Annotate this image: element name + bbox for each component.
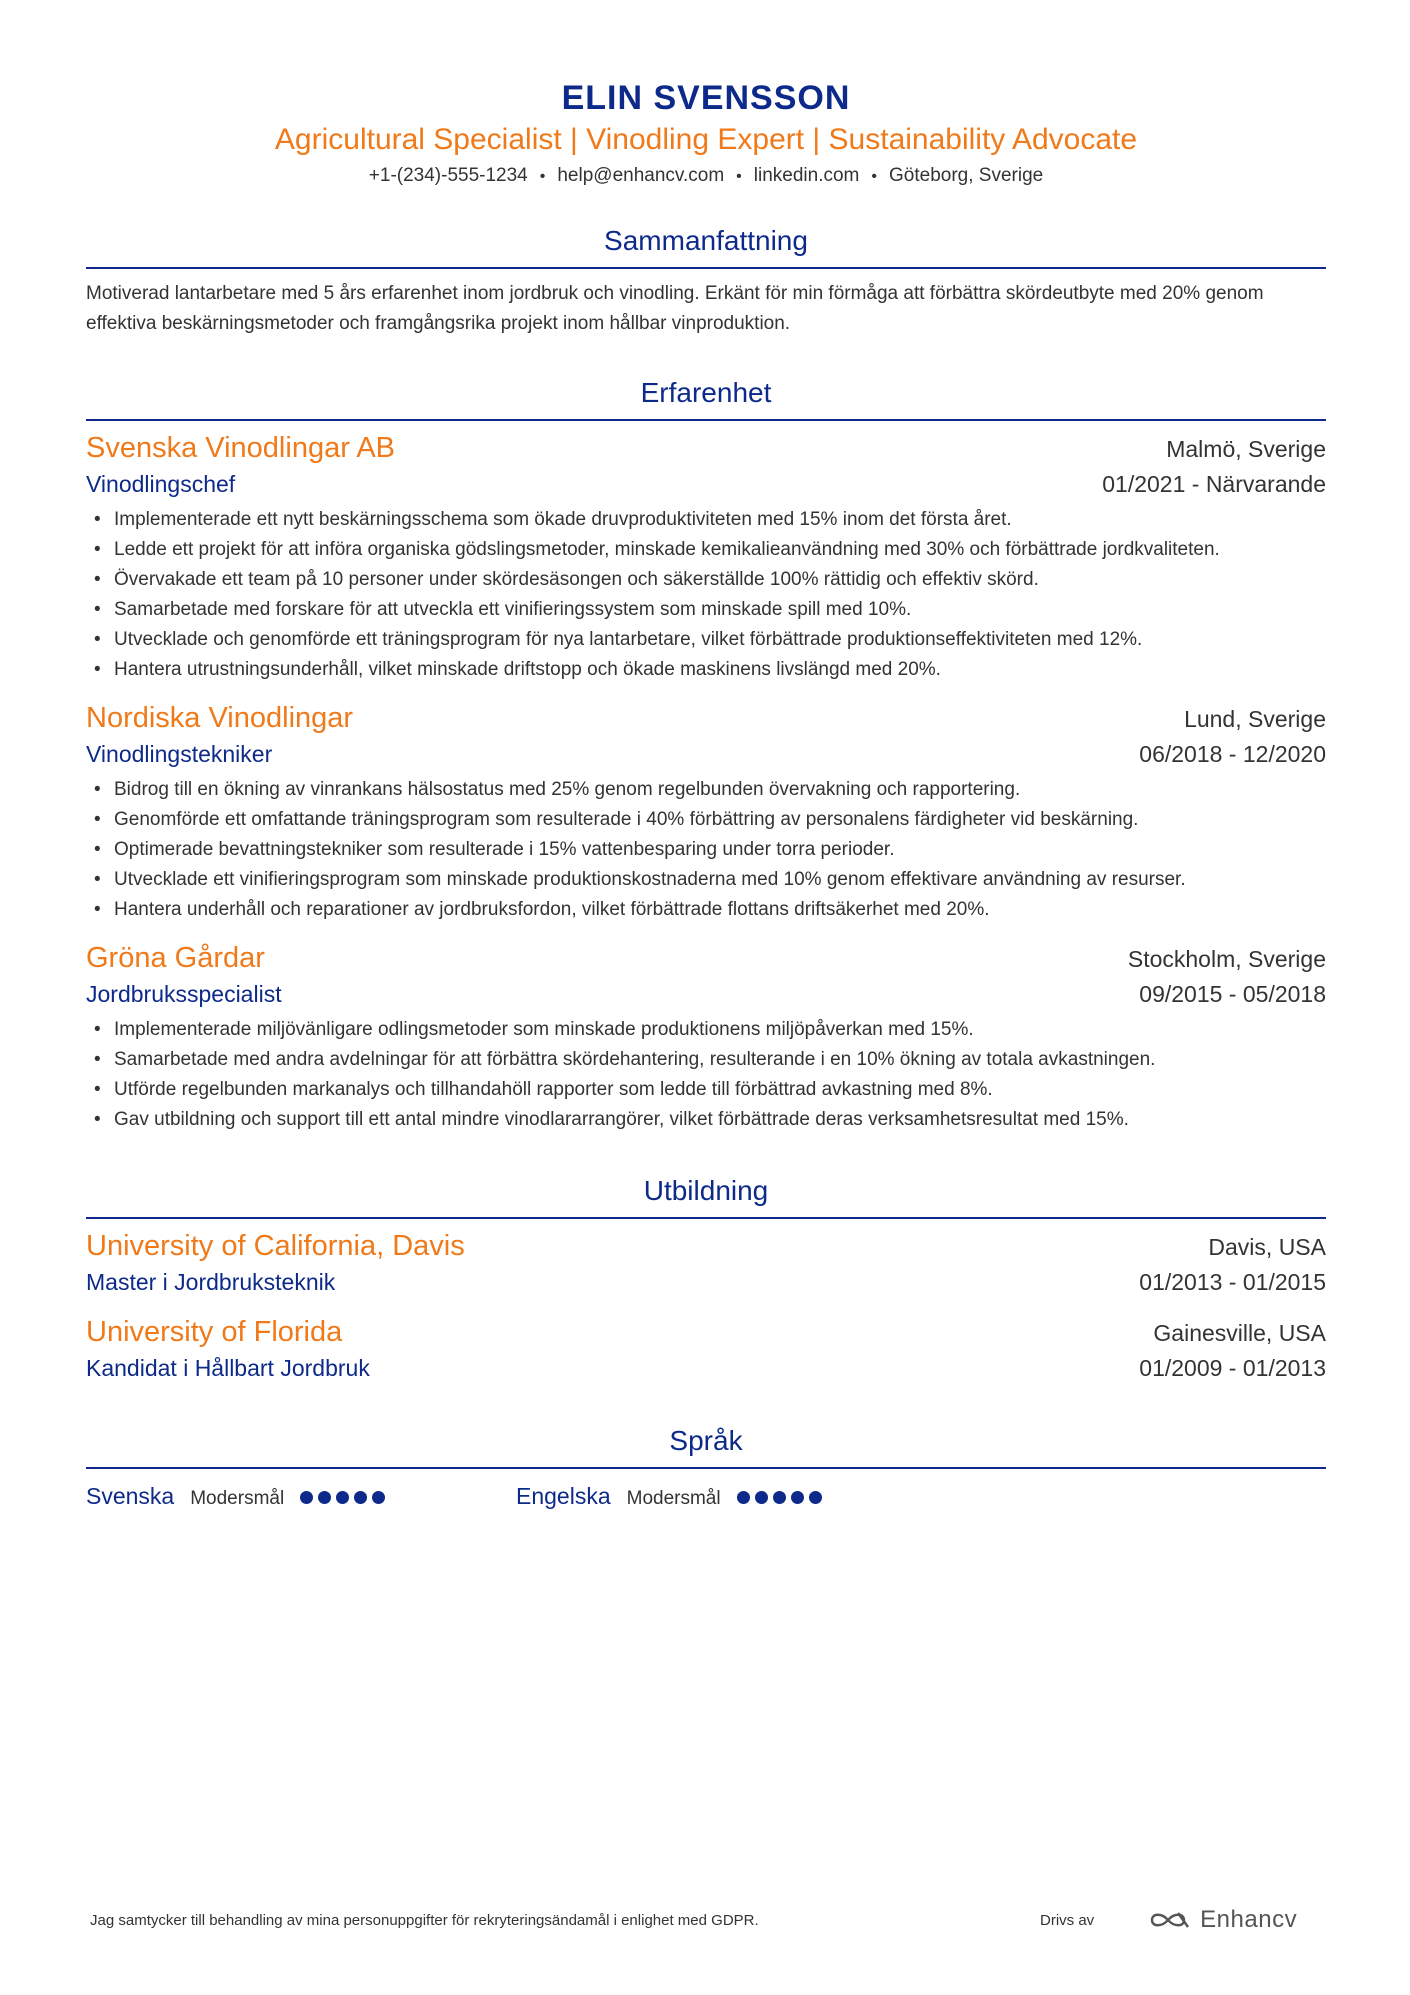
summary-section: [86, 221, 1326, 339]
language-name: Svenska: [86, 1483, 175, 1509]
proficiency-dot: [755, 1491, 768, 1504]
achievement-item: • Utvecklade och genomförde ett träningsprogram för nya lantarbetare, vilket förbättrade produktionseffektiviteten med 12%.: [86, 625, 1326, 655]
degree-name: Kandidat i Hållbart Jordbruk: [86, 1355, 370, 1381]
contact-line: [86, 162, 1326, 191]
language-level: Modersmål: [626, 1488, 721, 1509]
enhancv-brand[interactable]: [1148, 1906, 1297, 1934]
language-name: Engelska: [516, 1483, 611, 1509]
achievement-list: [86, 775, 1326, 925]
achievement-item: • Hantera underhåll och reparationer av jordbruksfordon, vilket förbättrade flottans driftsäkerhet med 20%.: [86, 895, 1326, 925]
achievement-item: • Implementerade miljövänligare odlingsmetoder som minskade produktionens miljöpåverkan med 15%.: [86, 1015, 1326, 1045]
job-location: Stockholm, Sverige: [1127, 946, 1326, 972]
enhancv-logo-text: Enhancv: [1200, 1906, 1298, 1933]
school-name: University of Florida: [86, 1316, 343, 1348]
proficiency-dot: [791, 1491, 804, 1504]
education-entry: [86, 1227, 1326, 1299]
candidate-headline: Agricultural Specialist | Vinodling Expert | Sustainability Advocate: [274, 123, 1138, 156]
education-dates: 01/2009 - 01/2013: [1139, 1355, 1326, 1381]
gdpr-consent: Jag samtycker till behandling av mina personuppgifter för rekryteringsändamål i enlighet med GDPR.: [90, 1911, 759, 1929]
proficiency-dot: [773, 1491, 786, 1504]
proficiency-dots: [300, 1491, 385, 1504]
achievement-list: [86, 505, 1326, 685]
language-item: [86, 1483, 516, 1510]
achievement-item: • Samarbetade med andra avdelningar för att förbättra skördehantering, resulterande i en 10% ökning av totala avkastningen.: [86, 1045, 1326, 1075]
education-dates: 01/2013 - 01/2015: [1139, 1269, 1326, 1295]
resume-header: [86, 78, 1326, 191]
achievement-item: • Hantera utrustningsunderhåll, vilket minskade driftstopp och ökade maskinens livslängd med 20%.: [86, 655, 1326, 685]
job-title: Jordbruksspecialist: [86, 981, 282, 1007]
summary-text: Motiverad lantarbetare med 5 års erfarenhet inom jordbruk och vinodling. Erkänt för min förmåga att förbättra skördeutbyte med 20% genom effektiva beskärningsmetoder och framgångsrika projekt inom hållbar vinproduktion.: [86, 283, 1264, 334]
language-list: [86, 1483, 1326, 1510]
education-section: [86, 1171, 1326, 1385]
achievement-item: • Bidrog till en ökning av vinrankans hälsostatus med 25% genom regelbunden övervakning och rapportering.: [86, 775, 1326, 805]
achievement-item: • Samarbetade med forskare för att utveckla ett vinifieringssystem som minskade spill med 10%.: [86, 595, 1326, 625]
page-footer: [90, 1906, 1326, 1934]
candidate-name: ELIN SVENSSON: [561, 79, 851, 117]
job-dates: 01/2021 - Närvarande: [1102, 471, 1326, 497]
job-dates: 09/2015 - 05/2018: [1139, 981, 1326, 1007]
email-link[interactable]: help@enhancv.com: [557, 165, 725, 186]
section-title-languages: Språk: [86, 1421, 1326, 1469]
proficiency-dots: [737, 1491, 822, 1504]
language-level: Modersmål: [190, 1488, 285, 1509]
achievement-item: • Genomförde ett omfattande träningsprogram som resulterade i 40% förbättring av personalens färdigheter vid beskärning.: [86, 805, 1326, 835]
enhancv-logo-icon: [1148, 1909, 1192, 1931]
achievement-item: • Optimerade bevattningstekniker som resulterade i 15% vattenbesparing under torra perioder.: [86, 835, 1326, 865]
proficiency-dot: [354, 1491, 367, 1504]
languages-section: [86, 1421, 1326, 1510]
proficiency-dot: [372, 1491, 385, 1504]
powered-by-label: Drivs av: [1040, 1911, 1095, 1929]
achievement-list: [86, 1015, 1326, 1135]
job-location: Malmö, Sverige: [1166, 436, 1326, 462]
school-location: Gainesville, USA: [1153, 1320, 1326, 1346]
achievement-item: • Ledde ett projekt för att införa organiska gödslingsmetoder, minskade kemikalieanvändning med 30% och förbättrade jordkvaliteten.: [86, 535, 1326, 565]
proficiency-dot: [737, 1491, 750, 1504]
proficiency-dot: [300, 1491, 313, 1504]
proficiency-dot: [318, 1491, 331, 1504]
achievement-item: • Utvecklade ett vinifieringsprogram som minskade produktionskostnaderna med 10% genom effektivare användning av resurser.: [86, 865, 1326, 895]
achievement-item: • Utförde regelbunden markanalys och tillhandahöll rapporter som ledde till förbättrad avkastning med 8%.: [86, 1075, 1326, 1105]
separator-dot: •: [539, 168, 546, 185]
job-title: Vinodlingstekniker: [86, 741, 273, 767]
company-name: Svenska Vinodlingar AB: [86, 432, 396, 464]
job-dates: 06/2018 - 12/2020: [1139, 741, 1326, 767]
section-title-experience: Erfarenhet: [86, 373, 1326, 421]
language-item: [516, 1483, 946, 1510]
school-name: University of California, Davis: [86, 1230, 465, 1262]
experience-entry: [86, 939, 1326, 1135]
experience-entry: [86, 429, 1326, 685]
proficiency-dot: [809, 1491, 822, 1504]
achievement-item: • Implementerade ett nytt beskärningsschema som ökade druvproduktiviteten med 15% inom det första året.: [86, 505, 1326, 535]
phone-number: +1-(234)-555-1234: [368, 165, 528, 186]
school-location: Davis, USA: [1208, 1234, 1326, 1260]
achievement-item: • Övervakade ett team på 10 personer under skördesäsongen och säkerställde 100% rättidig och effektiv skörd.: [86, 565, 1326, 595]
home-location: Göteborg, Sverige: [889, 165, 1044, 186]
degree-name: Master i Jordbruksteknik: [86, 1269, 336, 1295]
experience-section: [86, 373, 1326, 1135]
resume-page: [86, 78, 1326, 1510]
section-title-education: Utbildning: [86, 1171, 1326, 1219]
company-name: Gröna Gårdar: [86, 942, 265, 974]
job-title: Vinodlingschef: [86, 471, 236, 497]
education-entry: [86, 1313, 1326, 1385]
linkedin-link[interactable]: linkedin.com: [753, 165, 860, 186]
section-title-summary: Sammanfattning: [86, 221, 1326, 269]
job-location: Lund, Sverige: [1184, 706, 1326, 732]
separator-dot: •: [871, 168, 877, 185]
company-name: Nordiska Vinodlingar: [86, 702, 354, 734]
separator-dot: •: [736, 168, 742, 185]
experience-entry: [86, 699, 1326, 925]
achievement-item: • Gav utbildning och support till ett antal mindre vinodlararrangörer, vilket förbättrade deras verksamhetsresultat med 15%.: [86, 1105, 1326, 1135]
proficiency-dot: [336, 1491, 349, 1504]
